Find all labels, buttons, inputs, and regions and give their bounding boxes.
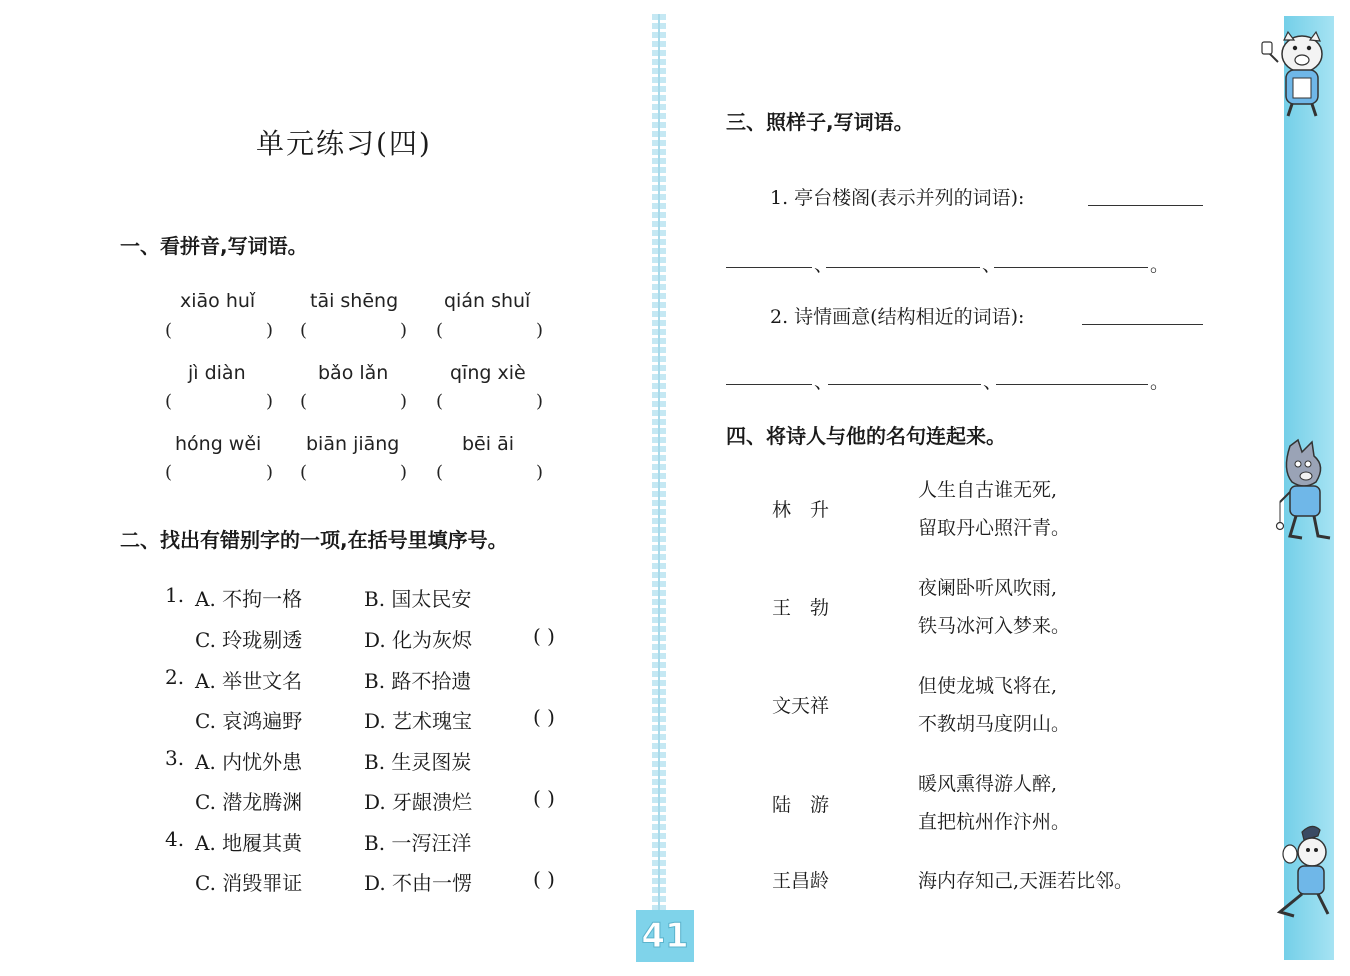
page-number: 41 (636, 910, 694, 962)
verse-line[interactable]: 夜阑卧听风吹雨, (918, 577, 1058, 599)
verse-line[interactable]: 但使龙城飞将在, (918, 675, 1058, 697)
answer-paren-open: ( (436, 391, 444, 412)
answer-paren-open: ( (436, 462, 444, 483)
answer-paren-close: ) (400, 320, 408, 341)
pinyin-label: bǎo lǎn (318, 362, 389, 384)
separator: 、 (814, 371, 834, 393)
question-number: 4. (165, 827, 185, 851)
answer-line[interactable] (828, 384, 981, 385)
answer-paren-open: ( (165, 462, 173, 483)
pinyin-label: qián shuǐ (444, 290, 531, 312)
poet-name[interactable]: 林 升 (772, 499, 830, 521)
answer-paren: ( ) (533, 786, 555, 810)
answer-paren-close: ) (266, 320, 274, 341)
option-a: A. 举世文名 (195, 669, 303, 693)
page-divider (652, 14, 666, 914)
answer-paren-close: ) (536, 320, 544, 341)
question-number: 2. (165, 665, 185, 689)
answer-paren-open: ( (165, 320, 173, 341)
verse-line[interactable]: 留取丹心照汗青。 (918, 517, 1071, 539)
pinyin-label: tāi shēng (310, 290, 399, 312)
answer-paren-open: ( (300, 391, 308, 412)
pinyin-label: xiāo huǐ (180, 290, 256, 312)
answer-paren-close: ) (536, 462, 544, 483)
answer-paren-close: ) (266, 391, 274, 412)
question-2-prompt: 2. 诗情画意(结构相近的词语): (770, 306, 1025, 328)
section1-heading: 一、看拼音,写词语。 (120, 234, 308, 258)
section2-heading: 二、找出有错别字的一项,在括号里填序号。 (120, 528, 508, 552)
verse-line[interactable]: 暖风熏得游人醉, (918, 773, 1058, 795)
answer-line[interactable] (726, 267, 812, 268)
option-d: D. 艺术瑰宝 (364, 709, 473, 733)
separator: 、 (814, 254, 834, 276)
answer-line[interactable] (726, 384, 812, 385)
option-a: A. 不拘一格 (195, 587, 303, 611)
separator: 、 (983, 371, 1003, 393)
poet-name[interactable]: 陆 游 (772, 794, 830, 816)
answer-paren: ( ) (533, 624, 555, 648)
wolf-mascot-icon (1268, 438, 1338, 544)
poet-name[interactable]: 文天祥 (772, 695, 830, 717)
period: 。 (1150, 371, 1170, 393)
answer-paren-close: ) (400, 462, 408, 483)
answer-paren-open: ( (165, 391, 173, 412)
poet-name[interactable]: 王 勃 (772, 597, 830, 619)
option-c: C. 潜龙腾渊 (195, 790, 303, 814)
pig-mascot-icon (1258, 28, 1334, 120)
option-c: C. 哀鸿遍野 (195, 709, 303, 733)
poet-name[interactable]: 王昌龄 (772, 870, 830, 892)
question-number: 3. (165, 746, 185, 770)
answer-line[interactable] (826, 267, 980, 268)
option-c: C. 玲珑剔透 (195, 628, 303, 652)
period: 。 (1150, 254, 1170, 276)
option-b: B. 路不拾遗 (364, 669, 472, 693)
separator: 、 (982, 254, 1002, 276)
option-d: D. 化为灰烬 (364, 628, 473, 652)
option-d: D. 牙龈溃烂 (364, 790, 473, 814)
option-b: B. 一泻汪洋 (364, 831, 472, 855)
option-a: A. 内忧外患 (195, 750, 303, 774)
pinyin-label: biān jiāng (306, 433, 400, 455)
answer-line[interactable] (996, 384, 1148, 385)
answer-line[interactable] (1082, 324, 1203, 325)
verse-line[interactable]: 直把杭州作汴州。 (918, 811, 1071, 833)
question-number: 1. (165, 583, 185, 607)
option-a: A. 地履其黄 (195, 831, 303, 855)
option-b: B. 生灵图炭 (364, 750, 472, 774)
option-c: C. 消毁罪证 (195, 871, 303, 895)
pinyin-label: jì diàn (188, 362, 246, 384)
pinyin-label: qīng xiè (450, 362, 526, 384)
answer-paren-close: ) (266, 462, 274, 483)
answer-paren: ( ) (533, 867, 555, 891)
option-d: D. 不由一愣 (364, 871, 473, 895)
answer-paren-open: ( (300, 320, 308, 341)
section4-heading: 四、将诗人与他的名句连起来。 (726, 424, 1006, 448)
pinyin-label: hóng wěi (175, 433, 262, 455)
page-title: 单元练习(四) (256, 127, 432, 160)
pinyin-label: bēi āi (462, 433, 514, 455)
answer-paren-close: ) (400, 391, 408, 412)
section3-heading: 三、照样子,写词语。 (726, 110, 914, 134)
answer-paren-open: ( (436, 320, 444, 341)
answer-paren: ( ) (533, 705, 555, 729)
answer-paren-open: ( (300, 462, 308, 483)
verse-line[interactable]: 海内存知己,天涯若比邻。 (918, 870, 1134, 892)
verse-line[interactable]: 人生自古谁无死, (918, 479, 1058, 501)
verse-line[interactable]: 铁马冰河入梦来。 (918, 615, 1071, 637)
answer-line[interactable] (1088, 205, 1203, 206)
answer-line[interactable] (994, 267, 1148, 268)
verse-line[interactable]: 不教胡马度阴山。 (918, 713, 1071, 735)
option-b: B. 国太民安 (364, 587, 472, 611)
answer-paren-close: ) (536, 391, 544, 412)
question-1-prompt: 1. 亭台楼阁(表示并列的词语): (770, 187, 1025, 209)
dog-mascot-icon (1272, 822, 1336, 922)
